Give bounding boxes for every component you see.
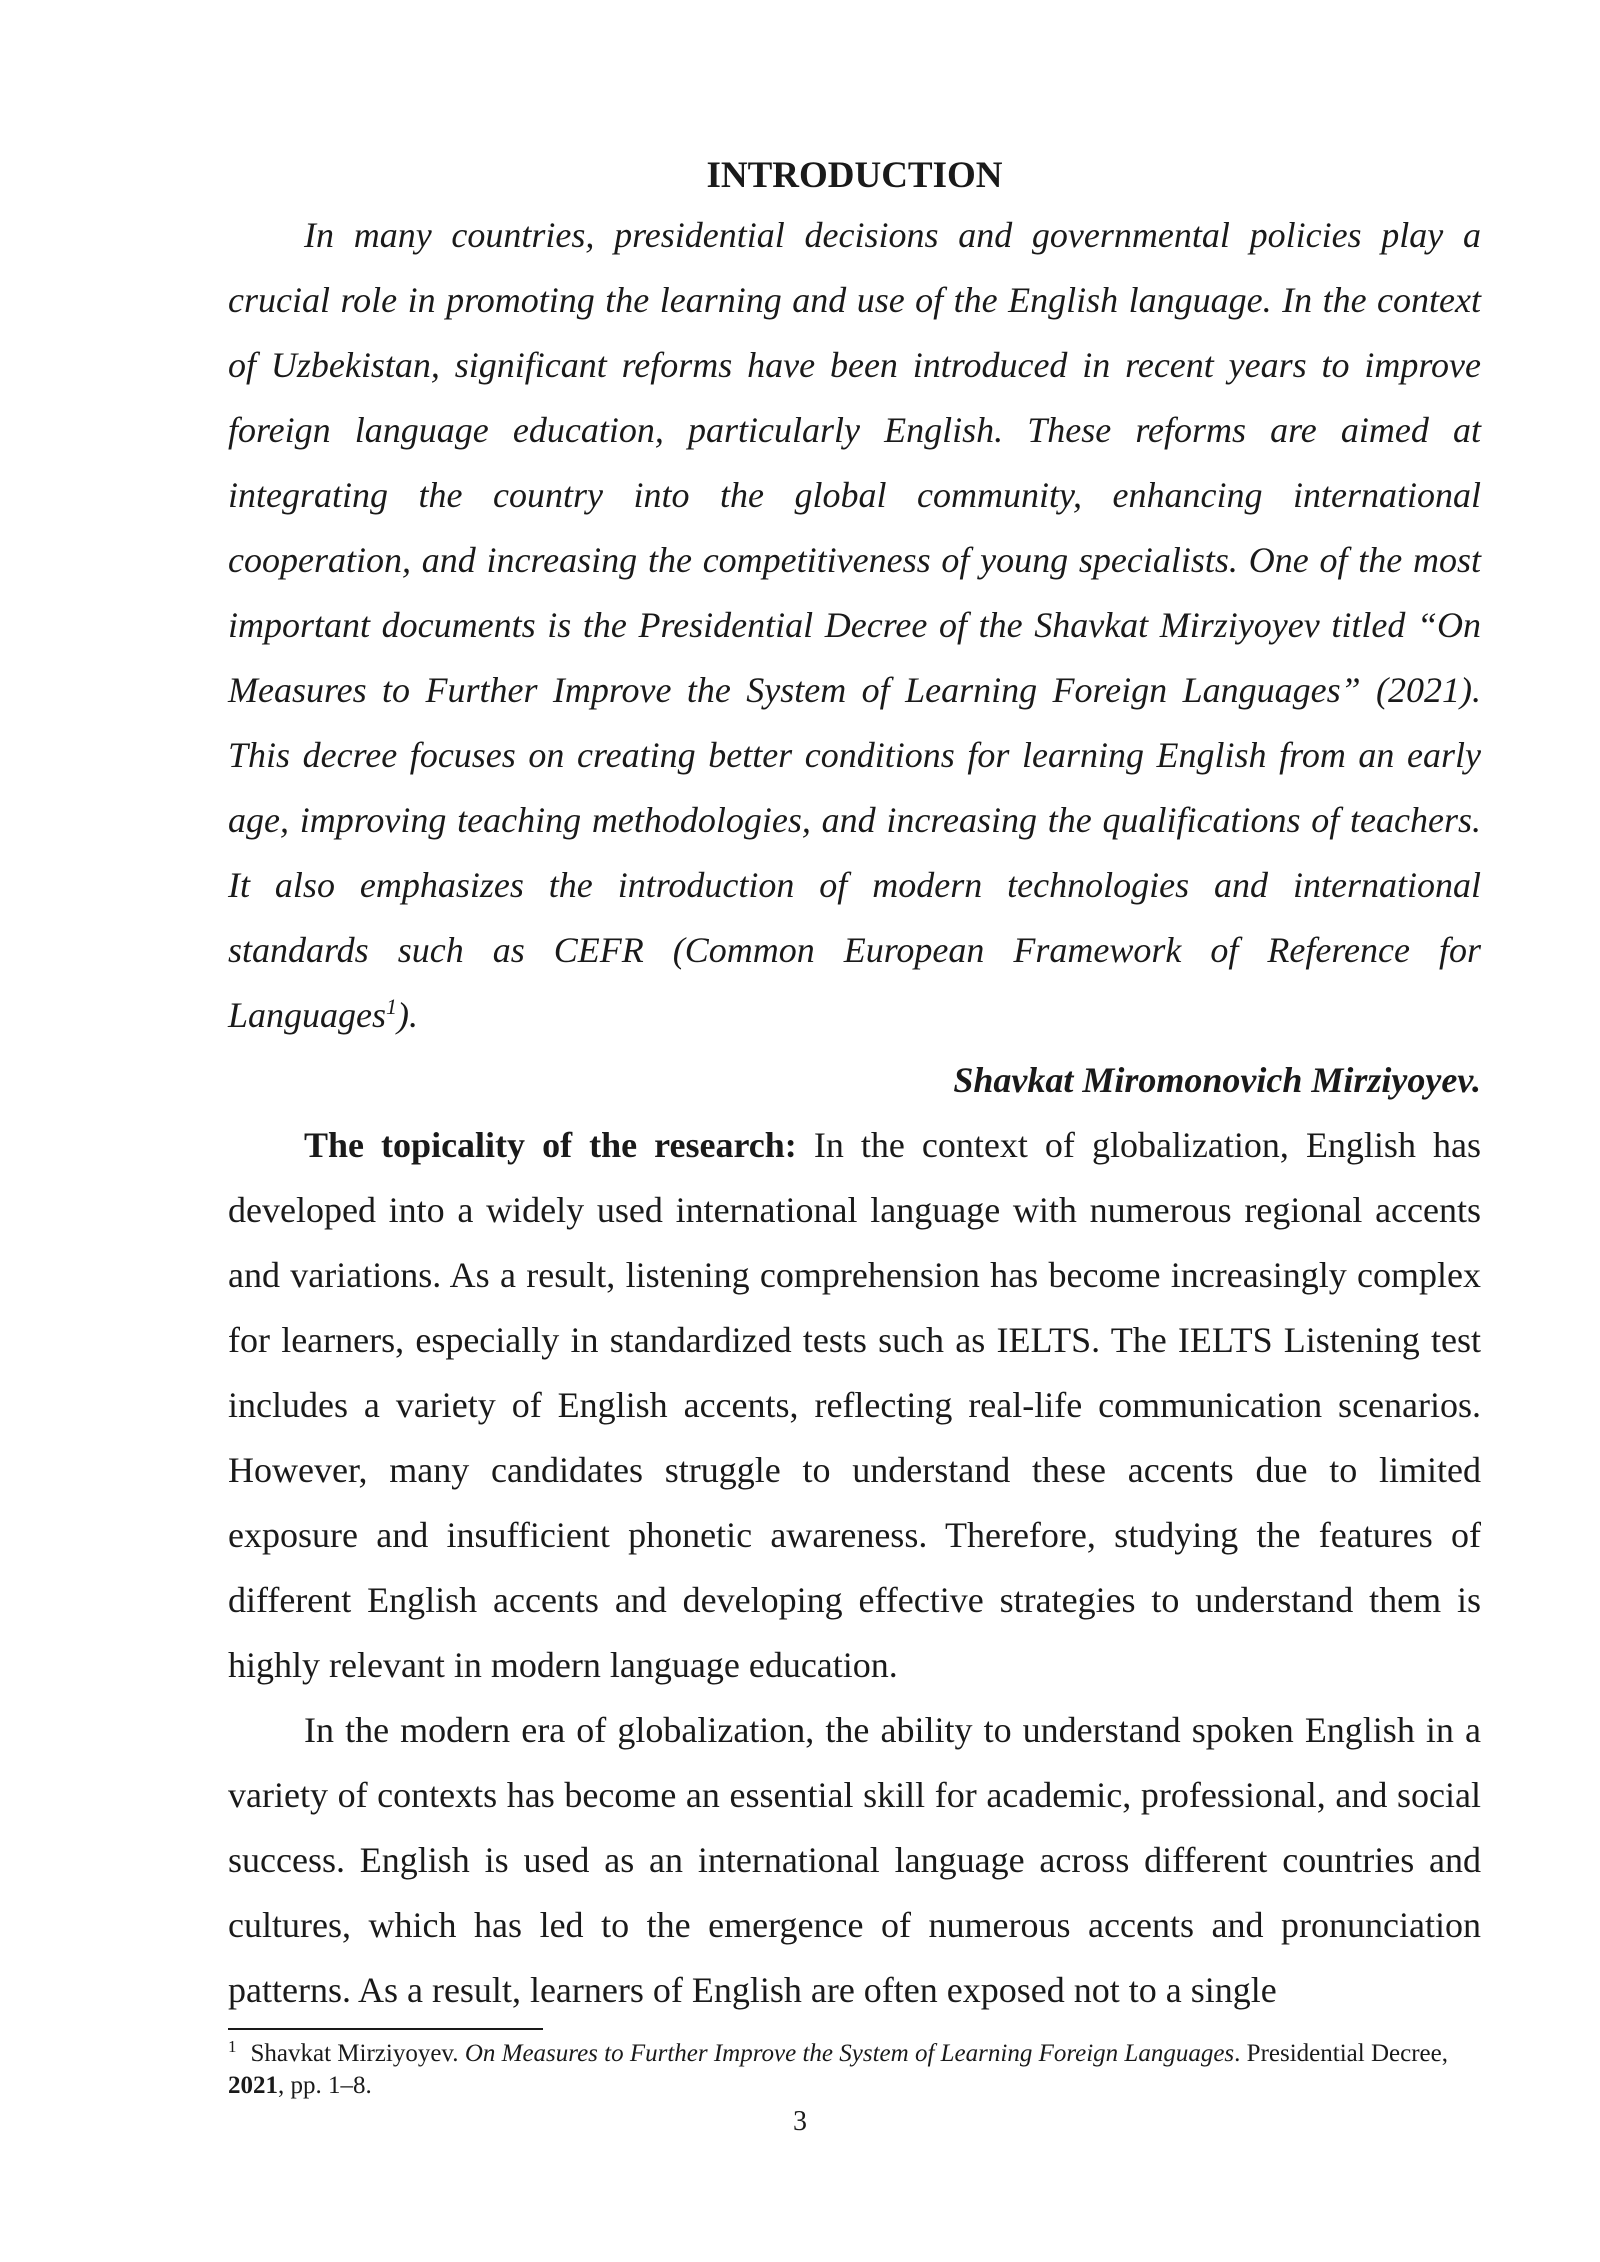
footnote-year: 2021 — [228, 2072, 278, 2099]
topicality-lead: The topicality of the research: — [304, 1125, 797, 1165]
modern-era-paragraph: In the modern era of globalization, the ability to understand spoken English in a variety of contexts has become an essential skill for academic, professional, and social success. English is used as an international language across different countries and cultures, which has led to the emergence of numerous accents and pronunciation patterns. As a result, learners of English are often exposed not to a single — [228, 1710, 1481, 2010]
footnote-publication: . Presidential Decree, — [1234, 2040, 1448, 2067]
footnote-mark: 1 — [228, 2036, 237, 2056]
topicality-text: In the context of globalization, English has developed into a widely used international language with numerous regional accents and variations. As a result, listening comprehension has become increasingly complex for learners, especially in standardized tests such as IELTS. The IELTS Listening test includes a variety of English accents, reflecting real-life communication scenarios. However, many candidates struggle to understand these accents due to limited exposure and insufficient phonetic awareness. Therefore, studying the features of different English accents and developing effective strategies to understand them is highly relevant in modern language education. — [228, 1125, 1481, 1685]
section-heading: INTRODUCTION — [706, 155, 1003, 196]
intro-paragraph-end: ). — [397, 995, 419, 1035]
footnote — [228, 2038, 1481, 2102]
footnote-divider — [228, 2028, 543, 2030]
page-body — [228, 148, 1481, 2023]
footnote-title: On Measures to Further Improve the System of Learning Foreign Languages — [464, 2040, 1235, 2067]
footnote-author: Shavkat Mirziyoyev. — [250, 2040, 465, 2067]
footnote-pages: , pp. 1–8. — [278, 2072, 372, 2099]
footnote-reference[interactable]: 1 — [386, 994, 398, 1019]
topicality-paragraph — [228, 1113, 1481, 1698]
intro-paragraph-text: In many countries, presidential decisions and governmental policies play a crucial role in promoting the learning and use of the English language. In the context of Uzbekistan, significant reforms have been introduced in recent years to improve foreign language education, particularly English. These reforms are aimed at integrating the country into the global community, enhancing international cooperation, and increasing the competitiveness of young specialists. One of the most important documents is the Presidential Decree of the Shavkat Mirziyoyev titled “On Measures to Further Improve the System of Learning Foreign Languages” (2021). This decree focuses on creating better conditions for learning English from an early age, improving teaching methodologies, and increasing the qualifications of teachers. It also emphasizes the introduction of modern technologies and international standards such as CEFR (Common European Framework of Reference for Languages — [228, 215, 1481, 1035]
signature: Shavkat Miromonovich Mirziyoyev. — [953, 1060, 1481, 1100]
intro-paragraph — [228, 203, 1481, 1048]
page-number: 3 — [793, 2106, 807, 2137]
